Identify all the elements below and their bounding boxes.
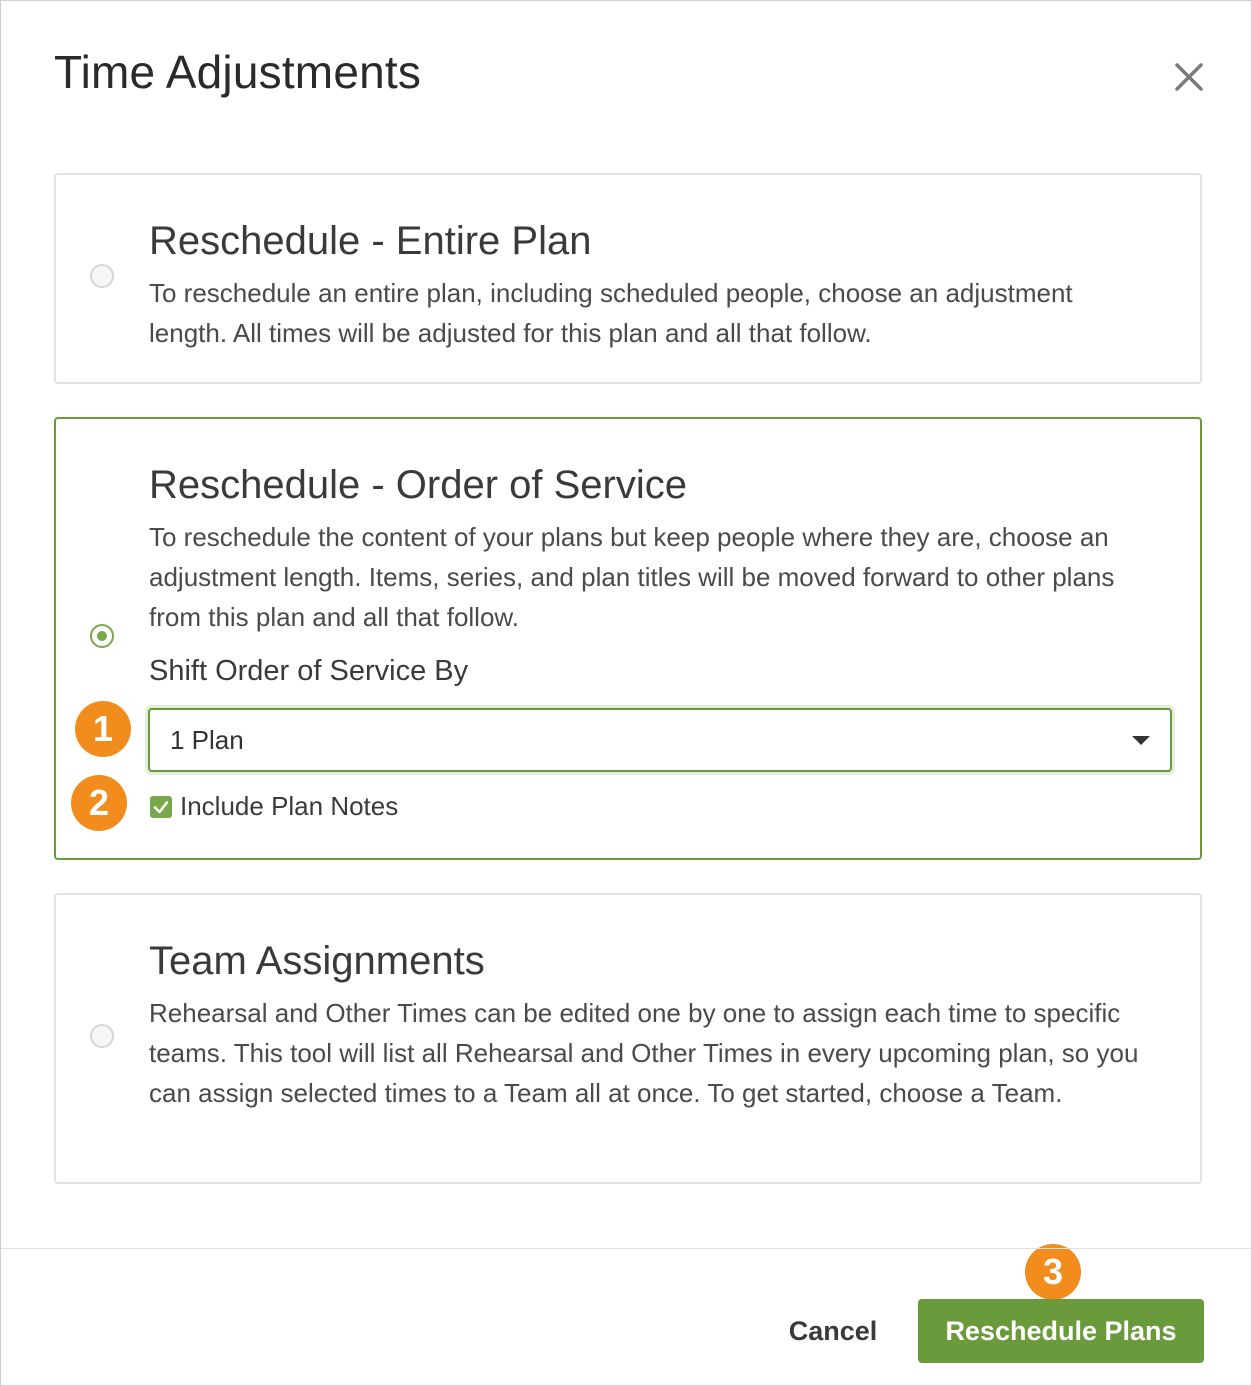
option-card-order-of-service[interactable] <box>54 417 1202 860</box>
option-description: To reschedule an entire plan, including scheduled people, choose an adjustment length. All times will be adjusted for this plan and all that follow. <box>149 278 1073 348</box>
modal-title: Time Adjustments <box>54 46 422 98</box>
option-title: Reschedule - Order of Service <box>149 463 688 507</box>
reschedule-plans-button[interactable]: Reschedule Plans <box>918 1299 1204 1363</box>
callout-badge-2: 2 <box>71 775 127 831</box>
option-title: Team Assignments <box>149 939 485 983</box>
callout-badge-3: 3 <box>1025 1244 1081 1300</box>
include-plan-notes-label[interactable]: Include Plan Notes <box>180 791 399 821</box>
radio-order-of-service[interactable] <box>90 624 114 648</box>
callout-badge-1: 1 <box>75 701 131 757</box>
caret-down-icon <box>1132 736 1150 745</box>
shift-order-select[interactable] <box>148 708 1172 772</box>
include-plan-notes-checkbox[interactable] <box>150 796 172 818</box>
close-icon <box>1169 57 1209 97</box>
option-description: To reschedule the content of your plans but keep people where they are, choose an adjustment length. Items, series, and plan titles will be moved forward to other plans from this plan and all that follow. <box>149 522 1115 632</box>
close-button[interactable] <box>1169 57 1209 97</box>
option-card-entire-plan[interactable] <box>54 173 1202 384</box>
footer-divider <box>1 1248 1251 1249</box>
cancel-button[interactable]: Cancel <box>771 1299 895 1363</box>
radio-team-assignments[interactable] <box>90 1024 114 1048</box>
option-title: Reschedule - Entire Plan <box>149 219 592 263</box>
shift-order-label: Shift Order of Service By <box>149 655 469 687</box>
option-description: Rehearsal and Other Times can be edited one by one to assign each time to specific teams. This tool will list all Rehearsal and Other Times in every upcoming plan, so you can assign selected times to a Team all at once. To get started, choose a Team. <box>149 998 1139 1108</box>
shift-order-value: 1 Plan <box>170 725 244 755</box>
option-card-team-assignments[interactable] <box>54 893 1202 1184</box>
radio-entire-plan[interactable] <box>90 264 114 288</box>
checkmark-icon <box>150 796 172 818</box>
